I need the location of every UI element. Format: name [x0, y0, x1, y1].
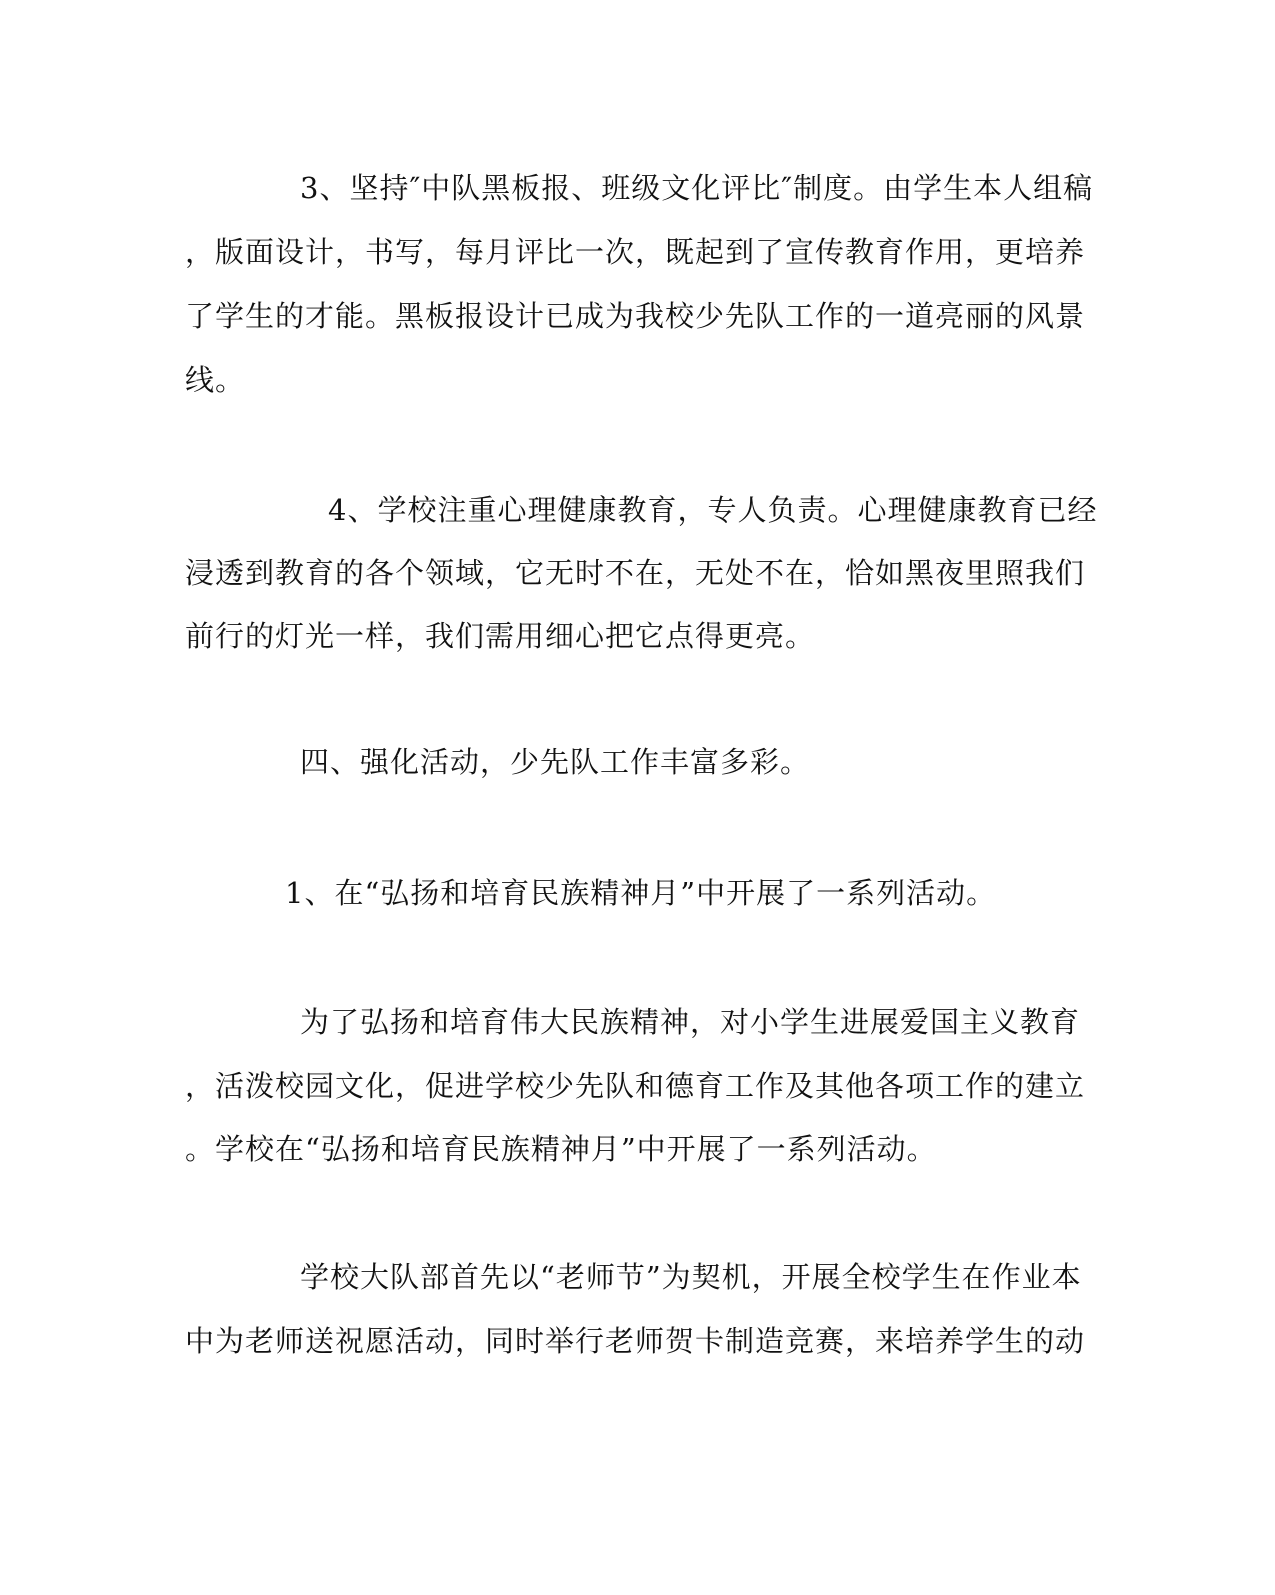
paragraph-5-line-3: 。学校在“弘扬和培育民族精神月”中开展了一系列活动。 — [185, 1132, 937, 1166]
paragraph-6-line-1: 学校大队部首先以“老师节”为契机，开展全校学生在作业本 — [300, 1260, 1082, 1294]
paragraph-5-line-1: 为了弘扬和培育伟大民族精神，对小学生进展爱国主义教育 — [300, 1005, 1081, 1039]
paragraph-5-line-2: ，活泼校园文化，促进学校少先队和德育工作及其他各项工作的建立 — [185, 1069, 1086, 1103]
paragraph-2-line-2: 浸透到教育的各个领域，它无时不在，无处不在，恰如黑夜里照我们 — [185, 556, 1086, 590]
paragraph-1-line-4: 线。 — [185, 363, 246, 397]
paragraph-2-line-1: 4、学校注重心理健康教育，专人负责。心理健康教育已经 — [328, 493, 1098, 527]
section-heading-4: 四、强化活动，少先队工作丰富多彩。 — [300, 745, 811, 779]
paragraph-1-line-1: 3、坚持″中队黑板报、班级文化评比″制度。由学生本人组稿 — [300, 171, 1094, 205]
subsection-heading-1: 1、在“弘扬和培育民族精神月”中开展了一系列活动。 — [285, 876, 997, 910]
paragraph-2-line-3: 前行的灯光一样，我们需用细心把它点得更亮。 — [185, 619, 816, 653]
paragraph-6-line-2: 中为老师送祝愿活动，同时举行老师贺卡制造竞赛，来培养学生的动 — [185, 1324, 1086, 1358]
paragraph-1-line-2: ，版面设计，书写，每月评比一次，既起到了宣传教育作用，更培养 — [185, 235, 1086, 269]
paragraph-1-line-3: 了学生的才能。黑板报设计已成为我校少先队工作的一道亮丽的风景 — [185, 299, 1086, 333]
